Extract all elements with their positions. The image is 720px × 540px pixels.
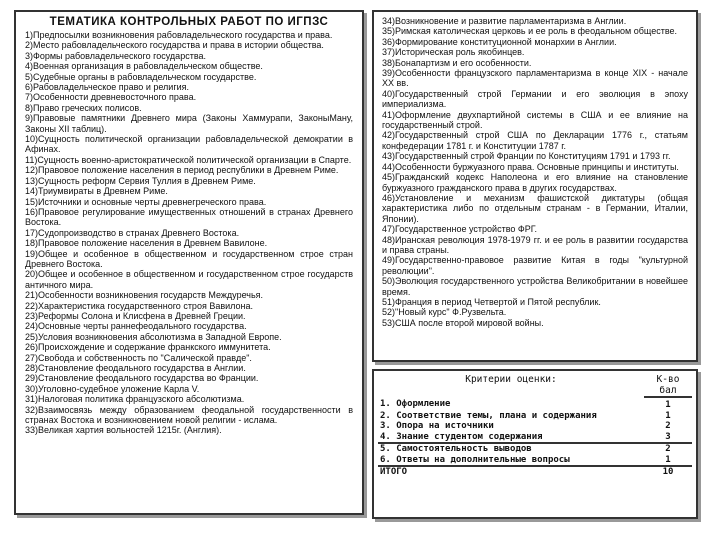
page-title: ТЕМАТИКА КОНТРОЛЬНЫХ РАБОТ ПО ИГПЗС (49, 16, 329, 28)
topic-item: 47)Государственное устройство ФРГ. (382, 224, 537, 235)
topic-item: 22)Характеристика государственного строя Вавилона. (25, 300, 253, 311)
topic-item: 7)Особенности древневосточного права. (25, 92, 197, 103)
criteria-header: Критерии оценки: (465, 374, 557, 385)
topic-item: 10)Сущность политической организации рабовладельческой демократии в Афинах. (25, 134, 353, 155)
criteria-points: 1 (665, 454, 671, 465)
topic-item: 40)Государственный строй Германии и его эволюция в эпоху империализма. (382, 88, 688, 110)
left-topics-list (25, 30, 353, 436)
topic-item: 48)Иранская революция 1978-1979 гг. и ее роль в развитии государства и права страны. (382, 234, 688, 255)
topic-item: 12)Правовое положение населения в период республики в Древнем Риме. (25, 165, 339, 176)
topic-item: 3)Формы рабовладельческого государства. (25, 50, 207, 61)
topic-item: 6)Рабовладельческое право и религия. (25, 82, 190, 93)
topic-item: 33)Великая хартия вольностей 1215г. (Англия). (25, 425, 222, 436)
criteria-row (378, 443, 692, 455)
topic-item: 11)Сущность военно-аристократической политической организации в Спарте. (25, 154, 352, 165)
criteria-label: ИТОГО (378, 466, 644, 478)
topic-item: 15)Источники и основные черты древнегреческого права. (25, 196, 267, 207)
criteria-points: 1 (665, 400, 671, 410)
topic-item: 14)Триумвираты в Древнем Риме. (25, 186, 168, 197)
topic-item: 41)Оформление двухпартийной системы в США и ее влияние на государственный строй. (382, 109, 688, 131)
topic-item: 31)Налоговая политика французского абсолютизма. (25, 394, 245, 405)
topic-item: 52)"Новый курс" Ф.Рузвельта. (382, 307, 507, 318)
topic-item: 38)Бонапартизм и его особенности. (382, 57, 532, 68)
topic-item: 25)Условия возникновения абсолютизма в Западной Европе. (25, 331, 282, 342)
topic-item: 30)Уголовно-судебное уложение Карла V. (25, 383, 200, 394)
left-topics-panel (14, 10, 364, 515)
topic-item: 34)Возникновение и развитие парламентаризма в Англии. (382, 16, 627, 26)
criteria-row (378, 455, 692, 467)
topic-item: 27)Свобода и собственность по "Салической правде". (25, 352, 252, 363)
topic-item: 16)Правовое регулирование имущественных отношений в странах Древнего Востока. (25, 206, 353, 228)
topic-item: 23)Реформы Солона и Клисфена в Древней Греции. (25, 310, 246, 321)
topic-item: 18)Правовое положение населения в Древнем Вавилоне. (25, 238, 268, 249)
topic-item: 29)Становление феодального государства во Франции. (25, 373, 259, 384)
criteria-points: 3 (665, 431, 671, 442)
criteria-row (378, 421, 692, 432)
points-header: К-во бал (644, 374, 692, 397)
criteria-points: 1 (665, 410, 671, 421)
topic-item: 21)Особенности возникновения государств Междуречья. (25, 290, 264, 301)
criteria-points: 10 (644, 466, 692, 478)
topic-item: 45)Гражданский кодекс Наполеона и его влияние на становление буржуазного гражданского права в других государствах. (382, 172, 688, 193)
topic-item: 50)Эволюция государственного устройства Великобритании в новейшее время. (382, 276, 688, 297)
topic-item: 37)Историческая роль якобинцев. (382, 47, 525, 58)
topic-item: 49)Государственно-правовое развитие Китая в годы "культурной революции". (382, 255, 688, 276)
topic-item: 42)Государственный строй США по Декларации 1776 г., статьям конфедерации 1781 г. и Конституции 1787 г. (382, 130, 688, 151)
criteria-panel (372, 369, 698, 519)
topic-item: 13)Сущность реформ Сервия Туллия в Древнем Риме. (25, 175, 256, 186)
criteria-label: 6. Ответы на дополнительные вопросы (380, 454, 570, 465)
topic-item: 36)Формирование конституционной монархии в Англии. (382, 36, 617, 47)
topic-item: 43)Государственный строй Франции по Конституциям 1791 и 1793 гг. (382, 151, 671, 162)
criteria-row (378, 466, 692, 478)
topic-item: 1)Предпосылки возникновения рабовладельческого государства и права. (25, 30, 333, 40)
topic-item: 4)Военная организация в рабовладельческом обществе. (25, 61, 263, 72)
topic-item: 28)Становление феодального государства в Англии. (25, 363, 246, 373)
criteria-label: 1. Оформление (380, 399, 451, 409)
topic-item: 35)Римская католическая церковь и ее роль в феодальном обществе. (382, 26, 678, 37)
topic-item: 2)Место рабовладельческого государства и права в истории общества. (25, 40, 324, 51)
criteria-row (378, 397, 692, 411)
topic-item: 8)Право греческих полисов. (25, 102, 142, 113)
topic-item: 53)США после второй мировой войны. (382, 317, 544, 328)
criteria-points: 2 (644, 443, 692, 455)
right-topics-panel (372, 10, 698, 362)
right-topics-list (382, 16, 688, 328)
topic-item: 24)Основные черты раннефеодального государства. (25, 321, 247, 332)
criteria-table (378, 374, 692, 478)
criteria-row (378, 411, 692, 422)
topic-item: 46)Установление и механизм фашистской диктатуры (общая характеристика либо по отдельным странам - в Германии, Италии, Японии). (382, 192, 688, 224)
topic-item: 32)Взаимосвязь между образованием феодальной государственности в странах Востока и возникновением новой религии - ислама. (25, 404, 353, 426)
topic-item: 20)Общее и особенное в общественном и государственном строе государств античного мира. (25, 269, 353, 290)
criteria-row (378, 432, 692, 444)
criteria-points: 2 (665, 421, 671, 431)
criteria-label: 3. Опора на источники (380, 421, 494, 431)
topic-item: 39)Особенности французского парламентаризма в конце XIX - начале XX вв. (382, 68, 688, 89)
topic-item: 17)Судопроизводство в странах Древнего Востока. (25, 227, 240, 238)
topic-item: 44)Особенности буржуазного права. Основные принципы и институты. (382, 161, 679, 172)
topic-item: 5)Судебные органы в рабовладельческом государстве. (25, 71, 257, 82)
criteria-label: 2. Соответствие темы, плана и содержания (380, 410, 597, 421)
topic-item: 51)Франция в период Четвертой и Пятой республик. (382, 296, 601, 307)
criteria-label: 5. Самостоятельность выводов (378, 443, 644, 455)
topic-item: 9)Правовые памятники Древнего мира (Законы Хаммурапи, ЗаконыМану, Законы XII таблиц). (25, 113, 353, 134)
criteria-header-row (378, 374, 692, 397)
topic-item: 19)Общее и особенное в общественном и государственном строе стран Древнего Востока. (25, 248, 353, 269)
topic-item: 26)Происхождение и содержание франкского иммунитета. (25, 342, 271, 353)
criteria-label: 4. Знание студентом содержания (380, 431, 543, 442)
